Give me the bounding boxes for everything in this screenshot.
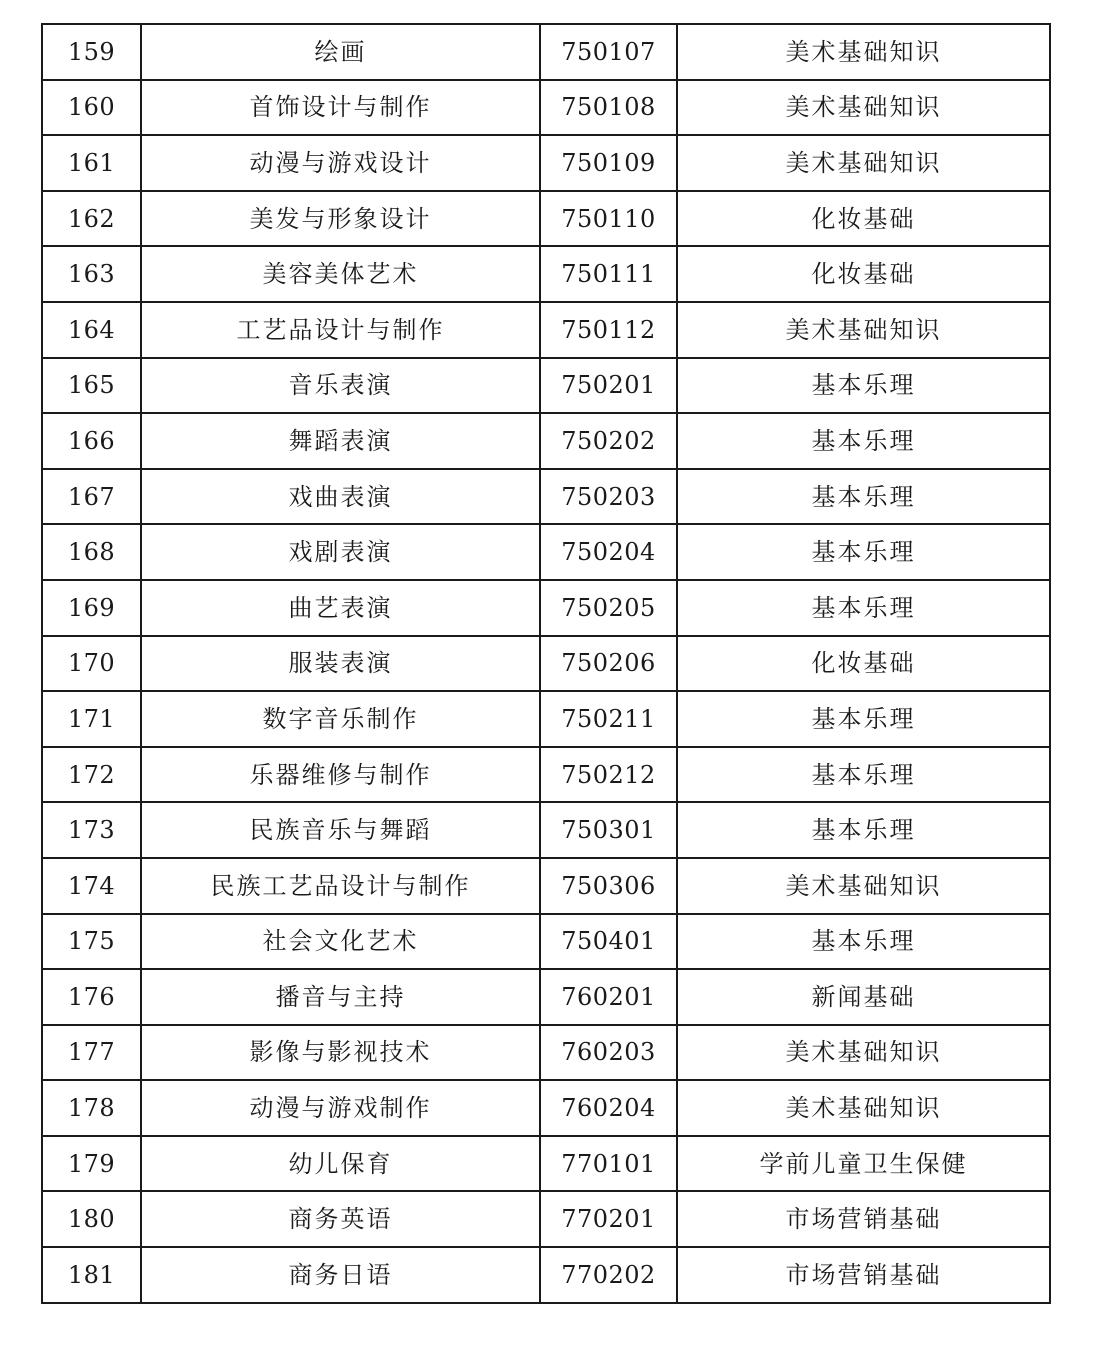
major-code-cell: 750109 [540,135,677,191]
row-number-cell: 175 [42,914,141,970]
row-number-cell: 169 [42,580,141,636]
major-name-cell: 戏剧表演 [141,524,540,580]
major-code-cell: 750211 [540,691,677,747]
major-name-cell: 动漫与游戏设计 [141,135,540,191]
row-number-cell: 163 [42,246,141,302]
exam-subject-cell: 学前儿童卫生保健 [677,1136,1050,1192]
table-row [42,1025,1050,1081]
exam-subject-cell: 美术基础知识 [677,80,1050,136]
exam-subject-cell: 化妆基础 [677,191,1050,247]
major-name-cell: 动漫与游戏制作 [141,1080,540,1136]
major-name-cell: 工艺品设计与制作 [141,302,540,358]
major-name-cell: 乐器维修与制作 [141,747,540,803]
document-sheet [41,23,1049,1304]
row-number-cell: 164 [42,302,141,358]
major-code-cell: 770101 [540,1136,677,1192]
major-code-cell: 750203 [540,469,677,525]
major-name-cell: 戏曲表演 [141,469,540,525]
row-number-cell: 166 [42,413,141,469]
major-code-cell: 750306 [540,858,677,914]
exam-subject-cell: 基本乐理 [677,914,1050,970]
exam-subject-cell: 新闻基础 [677,969,1050,1025]
row-number-cell: 177 [42,1025,141,1081]
exam-subject-cell: 美术基础知识 [677,302,1050,358]
table-row [42,135,1050,191]
table-row [42,636,1050,692]
exam-subject-cell: 基本乐理 [677,524,1050,580]
row-number-cell: 170 [42,636,141,692]
table-row [42,358,1050,414]
major-name-cell: 民族工艺品设计与制作 [141,858,540,914]
row-number-cell: 161 [42,135,141,191]
exam-subject-cell: 基本乐理 [677,358,1050,414]
table-row [42,24,1050,80]
row-number-cell: 172 [42,747,141,803]
major-code-cell: 760201 [540,969,677,1025]
table-row [42,691,1050,747]
major-name-cell: 影像与影视技术 [141,1025,540,1081]
table-row [42,580,1050,636]
row-number-cell: 174 [42,858,141,914]
majors-table [41,23,1051,1304]
major-name-cell: 首饰设计与制作 [141,80,540,136]
row-number-cell: 162 [42,191,141,247]
exam-subject-cell: 基本乐理 [677,413,1050,469]
exam-subject-cell: 市场营销基础 [677,1247,1050,1303]
major-code-cell: 750301 [540,802,677,858]
major-name-cell: 社会文化艺术 [141,914,540,970]
row-number-cell: 173 [42,802,141,858]
exam-subject-cell: 基本乐理 [677,802,1050,858]
row-number-cell: 160 [42,80,141,136]
exam-subject-cell: 基本乐理 [677,580,1050,636]
major-name-cell: 美容美体艺术 [141,246,540,302]
table-row [42,80,1050,136]
major-code-cell: 770202 [540,1247,677,1303]
major-code-cell: 750110 [540,191,677,247]
exam-subject-cell: 化妆基础 [677,636,1050,692]
major-code-cell: 750206 [540,636,677,692]
major-code-cell: 750401 [540,914,677,970]
row-number-cell: 181 [42,1247,141,1303]
table-row [42,1136,1050,1192]
table-row [42,1191,1050,1247]
row-number-cell: 178 [42,1080,141,1136]
major-code-cell: 750201 [540,358,677,414]
table-row [42,246,1050,302]
row-number-cell: 168 [42,524,141,580]
row-number-cell: 167 [42,469,141,525]
major-name-cell: 商务日语 [141,1247,540,1303]
exam-subject-cell: 美术基础知识 [677,135,1050,191]
major-code-cell: 750202 [540,413,677,469]
table-row [42,524,1050,580]
major-name-cell: 曲艺表演 [141,580,540,636]
table-row [42,191,1050,247]
table-row [42,469,1050,525]
exam-subject-cell: 美术基础知识 [677,1080,1050,1136]
major-name-cell: 美发与形象设计 [141,191,540,247]
table-row [42,802,1050,858]
major-name-cell: 民族音乐与舞蹈 [141,802,540,858]
exam-subject-cell: 美术基础知识 [677,24,1050,80]
major-name-cell: 播音与主持 [141,969,540,1025]
major-name-cell: 商务英语 [141,1191,540,1247]
table-row [42,1247,1050,1303]
row-number-cell: 176 [42,969,141,1025]
major-code-cell: 750108 [540,80,677,136]
row-number-cell: 159 [42,24,141,80]
major-code-cell: 750205 [540,580,677,636]
major-code-cell: 770201 [540,1191,677,1247]
exam-subject-cell: 基本乐理 [677,469,1050,525]
major-code-cell: 750112 [540,302,677,358]
exam-subject-cell: 美术基础知识 [677,1025,1050,1081]
table-row [42,858,1050,914]
major-name-cell: 绘画 [141,24,540,80]
exam-subject-cell: 化妆基础 [677,246,1050,302]
table-body [42,24,1050,1303]
major-name-cell: 音乐表演 [141,358,540,414]
major-code-cell: 750204 [540,524,677,580]
major-code-cell: 760204 [540,1080,677,1136]
major-code-cell: 750212 [540,747,677,803]
major-name-cell: 舞蹈表演 [141,413,540,469]
table-row [42,302,1050,358]
table-row [42,747,1050,803]
major-code-cell: 750107 [540,24,677,80]
table-row [42,1080,1050,1136]
major-code-cell: 760203 [540,1025,677,1081]
row-number-cell: 171 [42,691,141,747]
row-number-cell: 179 [42,1136,141,1192]
exam-subject-cell: 基本乐理 [677,747,1050,803]
exam-subject-cell: 市场营销基础 [677,1191,1050,1247]
exam-subject-cell: 基本乐理 [677,691,1050,747]
row-number-cell: 165 [42,358,141,414]
table-row [42,969,1050,1025]
major-name-cell: 服装表演 [141,636,540,692]
major-name-cell: 幼儿保育 [141,1136,540,1192]
major-name-cell: 数字音乐制作 [141,691,540,747]
exam-subject-cell: 美术基础知识 [677,858,1050,914]
major-code-cell: 750111 [540,246,677,302]
table-row [42,413,1050,469]
row-number-cell: 180 [42,1191,141,1247]
table-row [42,914,1050,970]
